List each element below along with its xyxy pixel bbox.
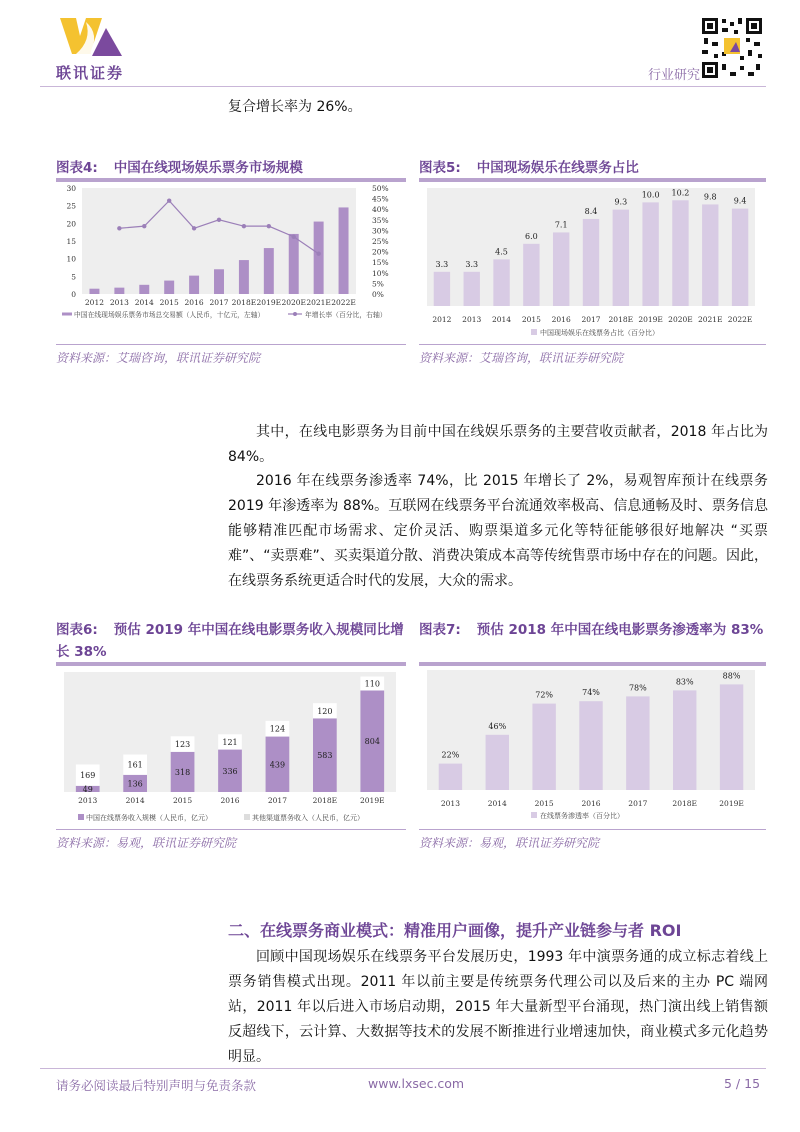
fig5-x-tick: 2017 <box>581 315 601 324</box>
fig5-x-tick: 2013 <box>462 315 482 324</box>
fig6-x-tick: 2013 <box>78 796 98 805</box>
fig7-data-label: 83% <box>675 677 694 687</box>
fig4-right-tick: 30% <box>372 226 389 236</box>
fig5-data-label: 9.4 <box>733 196 747 206</box>
fig6-other-label: 110 <box>364 679 380 689</box>
fig6-x-tick: 2017 <box>267 796 287 805</box>
fig6-source: 资料来源：易观，联讯证券研究院 <box>56 836 237 850</box>
fig7-legend-label: 在线票务渗透率（百分比） <box>540 812 624 820</box>
fig5-x-tick: 2020E <box>668 315 693 324</box>
fig4-x-tick: 2018E <box>231 298 257 307</box>
fig6-other-label: 124 <box>269 724 286 734</box>
fig7-bar <box>579 701 602 790</box>
fig4-left-tick: 25 <box>66 201 76 211</box>
fig4-legend-line-label: 年增长率（百分比，右轴） <box>305 311 387 319</box>
fig5-x-tick: 2016 <box>551 315 571 324</box>
fig7-data-label: 22% <box>441 750 460 760</box>
paragraph-penetration: 2016 年在线票务渗透率 74%，比 2015 年增长了 2%，易观智库预计在线票务 2019 年渗透率为 88%。互联网在线票务平台流通效率极高、信息通畅及时、票务信息能够精准匹配市场需求、定价灵活、购票渠道多元化等特征能够很好地解决 “买票难”、“卖票难”、买卖渠道分散、消费决策成本高等传统售票市场中存在的问题。因此，在线票务系统更适合时代的发展，大众的需求。 <box>228 473 768 589</box>
fig5-bar <box>672 200 688 306</box>
fig7-x-tick: 2017 <box>628 799 648 808</box>
fig4-right-tick: 5% <box>372 279 384 289</box>
fig5-x-tick: 2021E <box>697 315 723 324</box>
fig4-bar <box>314 222 324 294</box>
fig4-growth-point <box>142 224 146 228</box>
fig5-data-label: 8.4 <box>584 206 598 216</box>
fig5-label: 图表5: <box>419 160 461 176</box>
fig4-right-tick: 50% <box>372 184 389 193</box>
fig4-left-tick: 10 <box>66 254 76 264</box>
fig7-title-text: 预估 2018 年中国在线电影票务渗透率为 83% <box>476 622 764 638</box>
fig7-bar <box>439 764 462 790</box>
fig7-data-label: 88% <box>722 671 741 681</box>
fig5-bar <box>583 219 599 306</box>
fig4-bar <box>189 276 199 294</box>
fig5-bottom-rule <box>419 344 766 345</box>
fig7-bar <box>673 690 696 790</box>
fig5-x-tick: 2022E <box>727 315 753 324</box>
fig5-x-tick: 2018E <box>608 315 634 324</box>
fig6-legend-swatch-online <box>78 814 84 820</box>
fig6-legend-swatch-other <box>244 814 250 820</box>
fig6-x-tick: 2015 <box>173 796 193 805</box>
fig6-other-label: 123 <box>174 740 191 750</box>
fig4-bar <box>114 288 124 294</box>
fig7-data-label: 78% <box>628 683 647 693</box>
fig6-online-label: 583 <box>317 751 333 761</box>
fig7-title <box>419 619 766 641</box>
fig7-bar <box>532 704 555 790</box>
paragraph-history: 回顾中国现场娱乐在线票务平台发展历史，1993 年中演票务通的成立标志着线上票务销售模式出现。2011 年以前主要是传统票务代理公司以及后来的主办 PC 端网站，2011 年以后进入市场启动期，2015 年大量新型平台涌现，热门演出线上销售额反超线下，云计算、大数据等技术的发展不断推进行业增速加快，商业模式多元化趋势明显。 <box>228 949 768 1065</box>
fig7-data-label: 72% <box>535 690 554 700</box>
fig4-right-tick: 25% <box>372 237 389 246</box>
fig7-legend-swatch <box>531 812 537 818</box>
fig5-x-tick: 2015 <box>521 315 541 324</box>
fig5-data-label: 9.8 <box>703 192 717 202</box>
fig5-data-label: 9.3 <box>614 197 628 207</box>
fig5-bar <box>702 204 718 306</box>
fig4-right-tick: 40% <box>372 205 389 215</box>
fig4-source: 资料来源：艾瑞咨询，联讯证券研究院 <box>56 351 261 365</box>
fig5-data-label: 3.3 <box>435 259 449 269</box>
fig4-right-tick: 0% <box>372 290 384 299</box>
fig6-label: 图表6: <box>56 622 98 638</box>
fig5-bar <box>493 259 509 306</box>
fig4-right-tick: 20% <box>372 247 389 257</box>
fig4-growth-point <box>192 226 196 230</box>
fig6-online-label: 49 <box>82 784 93 794</box>
footer-website-link[interactable]: www.lxsec.com <box>368 1076 465 1091</box>
fig5-data-label: 3.3 <box>465 259 479 269</box>
fig4-legend-marker <box>293 312 297 316</box>
fig7-data-label: 46% <box>488 721 507 731</box>
fig5-bar <box>464 272 480 306</box>
fig6-bottom-rule <box>56 829 406 830</box>
fig4-bar <box>164 281 174 294</box>
intro-text: 复合增长率为 26%。 <box>228 99 362 115</box>
fig7-chart <box>419 666 766 826</box>
fig6-legend-online: 中国在线票务收入规模（人民币，亿元） <box>86 814 212 822</box>
fig4-bar <box>239 260 249 294</box>
fig5-data-label: 6.0 <box>524 231 538 241</box>
fig4-right-tick: 15% <box>372 258 389 268</box>
fig6-x-tick: 2014 <box>125 796 145 805</box>
report-type: 行业研究 <box>648 68 701 83</box>
fig6-title <box>56 619 406 663</box>
fig6-x-tick: 2019E <box>360 796 385 805</box>
company-logo <box>56 14 126 60</box>
fig6-x-tick: 2018E <box>312 796 338 805</box>
fig4-legend-bar-label: 中国在线现场娱乐票务市场总交易额（人民币，十亿元，左轴） <box>74 311 265 319</box>
fig4-x-tick: 2012 <box>84 298 105 307</box>
fig4-left-tick: 0 <box>71 290 76 299</box>
fig6-other-label: 161 <box>127 760 143 770</box>
fig7-x-tick: 2019E <box>719 799 744 808</box>
fig4-x-tick: 2020E <box>281 298 307 307</box>
fig4-x-tick: 2022E <box>331 298 356 307</box>
fig4-right-tick: 35% <box>372 215 389 225</box>
section-heading: 二、在线票务商业模式：精准用户画像，提升产业链参与者 ROI <box>228 921 682 940</box>
fig4-bar <box>339 207 349 294</box>
fig4-growth-point <box>167 199 171 203</box>
fig4-chart <box>56 182 406 342</box>
footer-divider <box>40 1068 766 1069</box>
fig4-growth-point <box>117 226 121 230</box>
fig4-label: 图表4: <box>56 160 98 176</box>
fig7-label: 图表7: <box>419 622 461 638</box>
fig6-chart <box>56 666 406 826</box>
fig4-growth-point <box>267 224 271 228</box>
fig7-x-tick: 2014 <box>487 799 507 808</box>
fig5-bar <box>434 272 450 306</box>
fig4-left-tick: 5 <box>71 272 76 282</box>
fig7-x-tick: 2018E <box>672 799 697 808</box>
fig5-x-tick: 2019E <box>638 315 663 324</box>
fig7-bar <box>626 696 649 790</box>
fig4-left-tick: 30 <box>66 184 76 193</box>
fig5-data-label: 10.0 <box>641 190 660 200</box>
fig7-x-tick: 2015 <box>534 799 554 808</box>
fig4-growth-point <box>316 252 320 256</box>
fig7-bar <box>720 684 743 790</box>
fig5-x-tick: 2012 <box>432 315 452 324</box>
fig5-source: 资料来源：艾瑞咨询，联讯证券研究院 <box>419 351 624 365</box>
fig5-bar <box>732 209 748 306</box>
fig5-title <box>419 157 766 179</box>
fig4-growth-point <box>242 224 246 228</box>
fig5-data-label: 7.1 <box>554 220 568 230</box>
fig5-bar <box>523 244 539 306</box>
fig6-online-label: 318 <box>174 767 191 777</box>
fig5-bar <box>613 210 629 306</box>
fig5-title-text: 中国现场娱乐在线票务占比 <box>476 160 639 176</box>
fig5-legend-label: 中国现场娱乐在线票务占比（百分比） <box>540 329 659 337</box>
fig4-x-tick: 2014 <box>134 298 154 307</box>
fig7-data-label: 74% <box>582 688 600 698</box>
fig7-x-tick: 2016 <box>581 799 601 808</box>
fig4-left-tick: 20 <box>66 219 76 229</box>
fig7-bottom-rule <box>419 829 766 830</box>
paragraph-online-movie-share: 其中，在线电影票务为目前中国在线娱乐票务的主要营收贡献者，2018 年占比为 84%。 <box>228 424 768 465</box>
fig6-other-label: 169 <box>80 771 96 781</box>
fig6-online-label: 439 <box>269 760 286 770</box>
fig7-source: 资料来源：易观，联讯证券研究院 <box>419 836 600 850</box>
fig4-bar <box>289 234 299 294</box>
fig6-online-label: 804 <box>364 737 380 747</box>
fig5-legend-swatch <box>531 329 537 335</box>
footer-disclaimer-link[interactable]: 请务必阅读最后特别声明与免责条款 <box>56 1078 257 1093</box>
fig6-online-label: 136 <box>127 779 143 789</box>
fig4-x-tick: 2013 <box>109 298 129 307</box>
fig5-bar <box>642 202 658 306</box>
fig4-x-tick: 2021E <box>306 298 331 307</box>
brand-name: 联讯证券 <box>56 64 125 82</box>
fig4-title-text: 中国在线现场娱乐票务市场规模 <box>113 160 303 176</box>
fig6-other-label: 120 <box>317 706 333 716</box>
fig4-growth-point <box>292 235 296 239</box>
fig7-x-tick: 2013 <box>440 799 460 808</box>
fig4-bar <box>139 285 149 294</box>
fig5-bar <box>553 232 569 306</box>
fig5-chart <box>419 182 766 342</box>
fig4-bar <box>89 289 99 294</box>
fig6-title-text: 预估 2019 年中国在线电影票务收入规模同比增长 38% <box>56 622 404 660</box>
fig4-bar <box>214 269 224 294</box>
fig4-x-tick: 2017 <box>209 298 229 307</box>
fig4-x-tick: 2015 <box>159 298 179 307</box>
fig4-x-tick: 2016 <box>184 298 204 307</box>
fig4-left-tick: 15 <box>66 237 76 246</box>
qr-code-icon <box>700 16 764 80</box>
fig4-bar <box>264 248 274 294</box>
fig4-growth-point <box>217 218 221 222</box>
fig5-x-tick: 2014 <box>491 315 512 324</box>
fig6-other-label: 121 <box>222 737 238 747</box>
fig7-bar <box>486 735 509 790</box>
fig6-x-tick: 2016 <box>220 796 240 805</box>
fig5-data-label: 10.2 <box>671 188 690 198</box>
fig6-online-label: 336 <box>222 766 238 776</box>
fig4-bottom-rule <box>56 344 406 345</box>
fig4-right-tick: 10% <box>372 268 389 278</box>
fig4-right-tick: 45% <box>372 194 389 204</box>
fig4-x-tick: 2019E <box>256 298 282 307</box>
header-divider <box>40 86 766 87</box>
fig4-title <box>56 157 406 179</box>
fig6-legend-other: 其他渠道票务收入（人民币，亿元） <box>252 814 364 822</box>
fig5-data-label: 4.5 <box>495 247 508 257</box>
page-number: 5 / 15 <box>724 1076 761 1091</box>
